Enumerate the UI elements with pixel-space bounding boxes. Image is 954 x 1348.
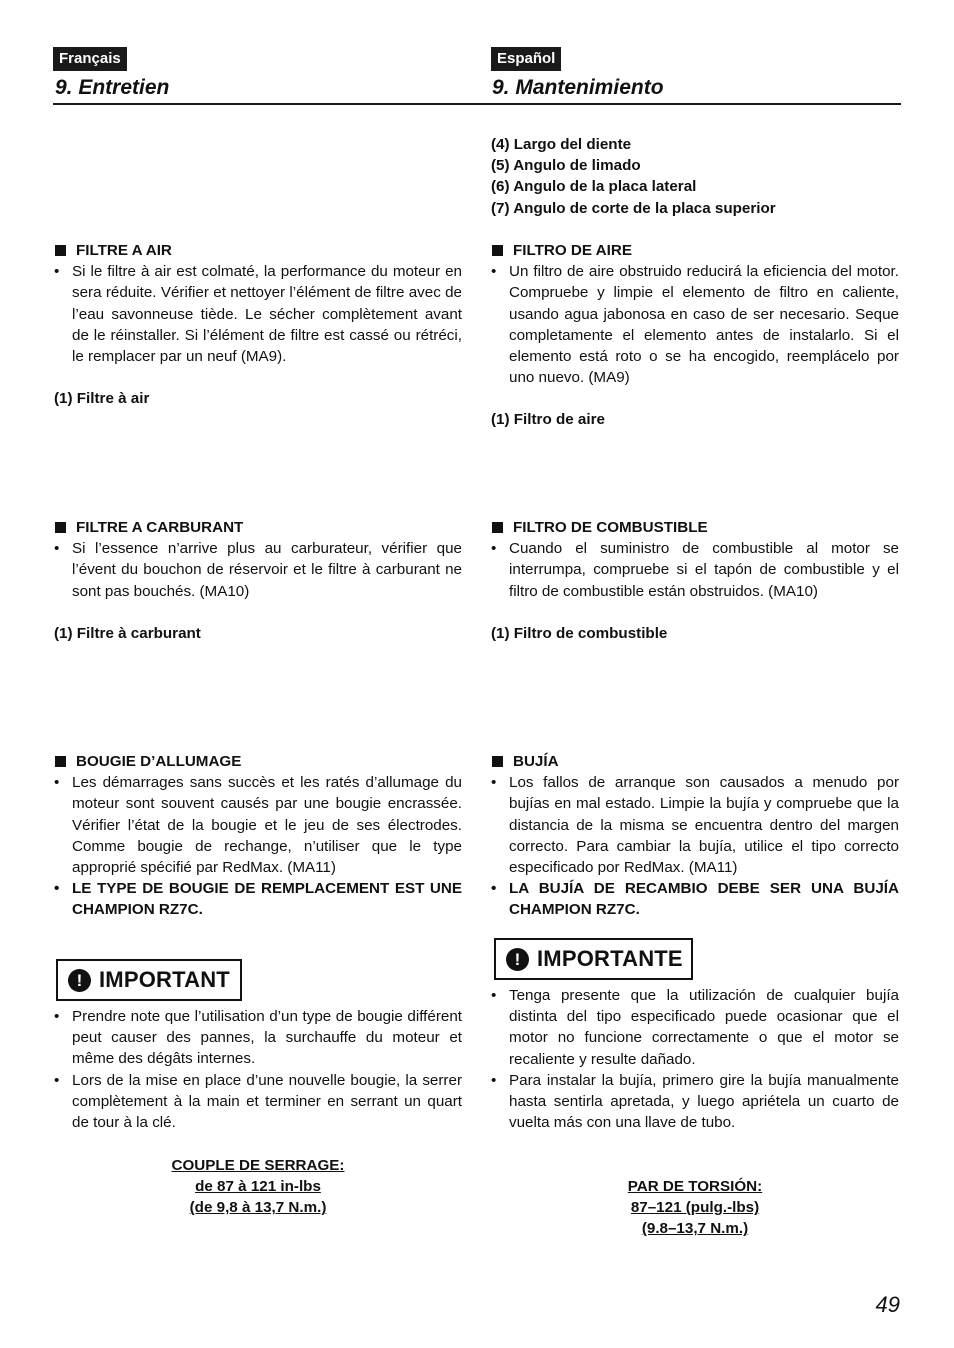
torque-label: PAR DE TORSIÓN: [627,1178,763,1195]
fr-spark-plug-section [54,751,462,921]
es-spark-plug-warning: • LA BUJÍA DE RECAMBIO DEBE SER UNA BUJÍA CHAMPION RZ7C. [491,880,899,919]
square-bullet-icon [55,522,66,533]
bullet-icon: • [491,1071,497,1089]
fr-air-filter-caption: (1) Filtre à air [54,390,150,408]
es-fuel-filter-text: • Cuando el suministro de combustible al motor se interrumpa, compruebe si el tapón de combustible y el filtro de combustible están obstruidos. (MA10) [491,540,899,600]
es-important-note: • Para instalar la bujía, primero gire la bujía manualmente hasta sentirla apretada, y luego apriétela un cuarto de vuelta más con una llave de tubo. [491,1071,899,1132]
fr-important-note: • Prendre note que l’utilisation d’un type de bougie différent peut causer des pannes, la surchauffe du moteur et même des dégâts internes. [54,1008,462,1068]
legend-item: (5) Angulo de limado [491,157,641,175]
important-label: IMPORTANTE [537,946,683,971]
bullet-icon: • [491,540,497,558]
fr-important-notes [54,1006,462,1133]
fr-fuel-filter-text: • Si l’essence n’arrive plus au carburateur, vérifier que l’évent du bouchon de réservoir et le filtre à carburant ne sont pas bouchés. (MA10) [54,540,462,600]
fr-spark-plug-text: • Les démarrages sans succès et les ratés d’allumage du moteur sont souvent causés par une bougie encrassée. Vérifier l’état de la bougie et le jeu de ses électrodes. Comme bougie de rechange, n’utiliser que le type approprié spécifié par RedMax. (MA11) [54,774,462,877]
es-fuel-filter-heading: FILTRO DE COMBUSTIBLE [491,517,899,538]
fr-spark-plug-heading: BOUGIE D’ALLUMAGE [54,751,462,772]
es-air-filter-text: • Un filtro de aire obstruido reducirá la eficiencia del motor. Compruebe y limpie el elemento de filtro en caliente, usando agua jabonosa en caso de ser necesario. Seque completamente el elemento antes de instalarlo. Si el elemento está roto o se ha encogido, reemplácelo por uno nuevo. (MA9) [491,263,899,387]
es-important-note: • Tenga presente que la utilización de cualquier bujía distinta del tipo especificado puede ocasionar que el motor no funcione correctamente o que el motor se recaliente y resulte dañado. [491,987,899,1068]
legend-item: (7) Angulo de corte de la placa superior [491,199,776,217]
fr-air-filter-text: • Si le filtre à air est colmaté, la performance du moteur en sera réduite. Vérifier et nettoyer l’élément de filtre avec de l’eau savonneuse tiède. Le sécher complètement avant de le réinstaller. Si l’élément de filtre est cassé ou rétréci, le remplacer par un neuf (MA9). [54,263,462,366]
bullet-icon: • [54,1008,60,1025]
torque-value-metric: (9.8–13,7 N.m.) [641,1220,749,1238]
square-bullet-icon [492,522,503,533]
bullet-icon: • [54,540,60,558]
bullet-icon: • [54,263,60,281]
fr-fuel-filter-section [54,517,462,644]
bullet-icon: • [491,263,497,281]
bullet-icon: • [54,774,60,792]
es-fuel-filter-caption: (1) Filtro de combustible [491,624,668,642]
es-air-filter-heading: FILTRO DE AIRE [491,240,899,261]
es-important-notes [491,985,899,1133]
es-spark-plug-section [491,751,899,921]
figure-legend-list [491,134,899,219]
language-tab-spanish: Español [491,47,561,71]
fr-air-filter-heading: FILTRE A AIR [54,240,462,261]
bullet-icon: • [491,774,497,792]
torque-value-imperial: de 87 à 121 in-lbs [195,1178,321,1196]
fr-torque-spec [54,1155,462,1219]
es-air-filter-caption: (1) Filtro de aire [491,411,605,429]
exclamation-icon: ! [506,948,529,971]
torque-value-imperial: 87–121 (pulg.-lbs) [630,1199,760,1217]
square-bullet-icon [492,756,503,767]
es-spark-plug-text: • Los fallos de arranque son causados a menudo por bujías en mal estado. Limpie la bujía y compruebe que la distancia de la misma se encuentra dentro del margen correcto. Para cambiar la bujía, utilice el tipo correcto especificado por RedMax. (MA11) [491,774,899,877]
es-fuel-filter-section [491,517,899,644]
torque-label: COUPLE DE SERRAGE: [171,1157,345,1174]
square-bullet-icon [492,245,503,256]
important-box-french [56,959,242,1001]
legend-item: (6) Angulo de la placa lateral [491,178,697,196]
fr-fuel-filter-heading: FILTRE A CARBURANT [54,517,462,538]
bullet-icon: • [54,1071,60,1089]
page-number: 49 [875,1292,900,1317]
bullet-icon: • [54,880,60,898]
torque-value-metric: (de 9,8 à 13,7 N.m.) [189,1199,327,1217]
es-torque-spec [491,1176,899,1240]
square-bullet-icon [55,245,66,256]
exclamation-icon: ! [68,969,91,992]
bullet-icon: • [491,987,497,1004]
square-bullet-icon [55,756,66,767]
fr-air-filter-section [54,240,462,409]
fr-important-note: • Lors de la mise en place d’une nouvelle bougie, la serrer complètement à la main et terminer en serrant un quart de tour à la clé. [54,1071,462,1132]
fr-fuel-filter-caption: (1) Filtre à carburant [54,624,201,642]
section-title-spanish: 9. Mantenimiento [492,76,664,99]
fr-spark-plug-warning: • LE TYPE DE BOUGIE DE REMPLACEMENT EST UNE CHAMPION RZ7C. [54,880,462,919]
header-rule [53,103,901,105]
section-title-french: 9. Entretien [55,76,170,99]
language-tab-french: Français [53,47,127,71]
important-box-spanish [494,938,693,980]
es-spark-plug-heading: BUJÍA [491,751,899,772]
es-air-filter-section [491,240,899,431]
important-label: IMPORTANT [99,967,230,992]
legend-item: (4) Largo del diente [491,136,632,153]
bullet-icon: • [491,880,497,898]
